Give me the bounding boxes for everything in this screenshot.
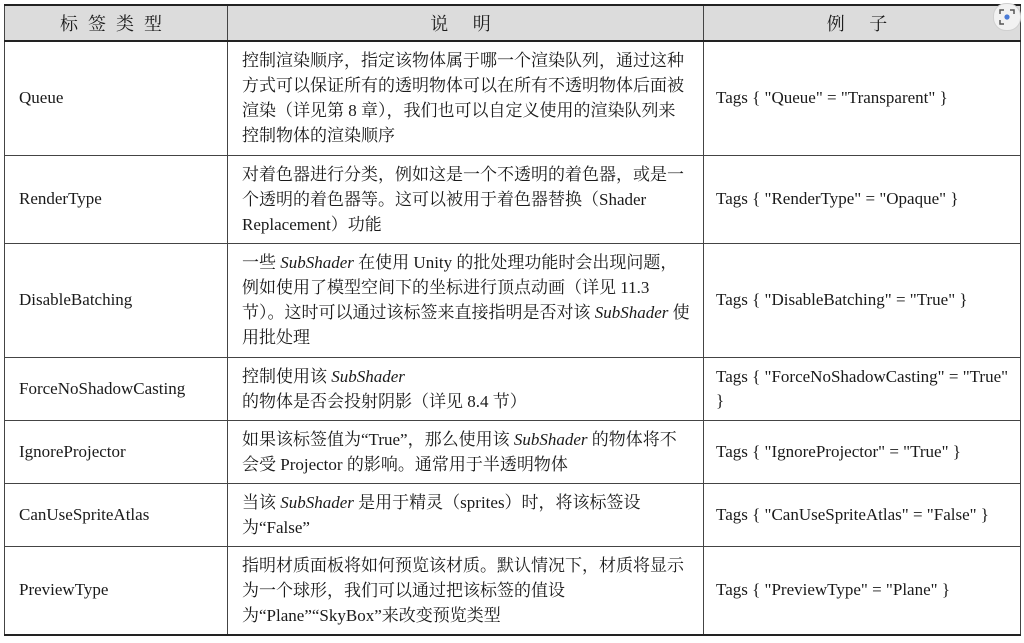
table-row: [5, 546, 1021, 635]
tag-name: Queue: [5, 41, 228, 155]
tag-description: [228, 420, 704, 483]
table-row: [5, 483, 1021, 546]
desc-italic: SubShader: [331, 366, 405, 386]
tag-description: [228, 483, 704, 546]
desc-text: 的物体是否会投射阴影（详见 8.4 节）: [242, 391, 527, 411]
header-example: 例 子: [704, 5, 1021, 41]
tag-description: [228, 243, 704, 357]
tag-example: Tags { "RenderType" = "Opaque" }: [704, 155, 1021, 243]
tag-name: IgnoreProjector: [5, 420, 228, 483]
tag-description: [228, 357, 704, 420]
tag-example: Tags { "ForceNoShadowCasting" = "True" }: [704, 357, 1021, 420]
header-description: 说 明: [228, 5, 704, 41]
tag-name: ForceNoShadowCasting: [5, 357, 228, 420]
desc-text: 一些: [242, 253, 281, 272]
desc-italic: SubShader: [280, 253, 354, 272]
table-row: [5, 420, 1021, 483]
image-search-icon-glyph: [999, 9, 1015, 25]
desc-italic: SubShader: [513, 429, 588, 449]
table-row: [5, 155, 1021, 243]
tag-name: DisableBatching: [5, 243, 228, 357]
desc-italic: SubShader: [280, 492, 354, 512]
tag-description: 控制渲染顺序，指定该物体属于哪一个渲染队列，通过这种方式可以保证所有的透明物体可以在所有不透明物体后面被渲染（详见第 8 章），我们也可以自定义使用的渲染队列来控制物体的渲染顺序: [228, 41, 704, 155]
desc-text: 控制使用该: [242, 366, 332, 386]
table-row: [5, 357, 1021, 420]
desc-text: 当该: [242, 492, 281, 512]
tag-example: Tags { "Queue" = "Transparent" }: [704, 41, 1021, 155]
desc-text: 如果该标签值为“True”，那么使用该: [242, 429, 514, 449]
tag-example: Tags { "DisableBatching" = "True" }: [704, 243, 1021, 357]
tag-name: PreviewType: [5, 546, 228, 635]
table-row: [5, 41, 1021, 155]
desc-text: 的物体将不会受 Projector 的影响。通常用于半透明物体: [242, 429, 677, 474]
tag-description: 指明材质面板将如何预览该材质。默认情况下，材质将显示为一个球形，我们可以通过把该标签的值设为“Plane”“SkyBox”来改变预览类型: [228, 546, 704, 635]
desc-text: 是用于精灵（sprites）时，将该标签设为“False”: [242, 492, 641, 537]
desc-italic: SubShader: [594, 303, 669, 322]
tags-table: [4, 4, 1021, 636]
tag-example: Tags { "IgnoreProjector" = "True" }: [704, 420, 1021, 483]
header-tag-type: 标签类型: [5, 5, 228, 41]
tag-example: Tags { "PreviewType" = "Plane" }: [704, 546, 1021, 635]
image-search-icon[interactable]: [993, 3, 1021, 31]
tag-description: 对着色器进行分类，例如这是一个不透明的着色器，或是一个透明的着色器等。这可以被用于着色器替换（Shader Replacement）功能: [228, 155, 704, 243]
desc-text: 在使用 Unity 的批处理功能时会出现问题，例如使用了模型空间下的坐标进行顶点动画（详见 11.3 节）。这时可以通过该标签来直接指明是否对该: [242, 253, 678, 322]
tag-example: Tags { "CanUseSpriteAtlas" = "False" }: [704, 483, 1021, 546]
table-row: [5, 243, 1021, 357]
tag-name: CanUseSpriteAtlas: [5, 483, 228, 546]
header-row: [5, 5, 1021, 41]
desc-text: 使用批处理: [242, 303, 690, 347]
tag-name: RenderType: [5, 155, 228, 243]
